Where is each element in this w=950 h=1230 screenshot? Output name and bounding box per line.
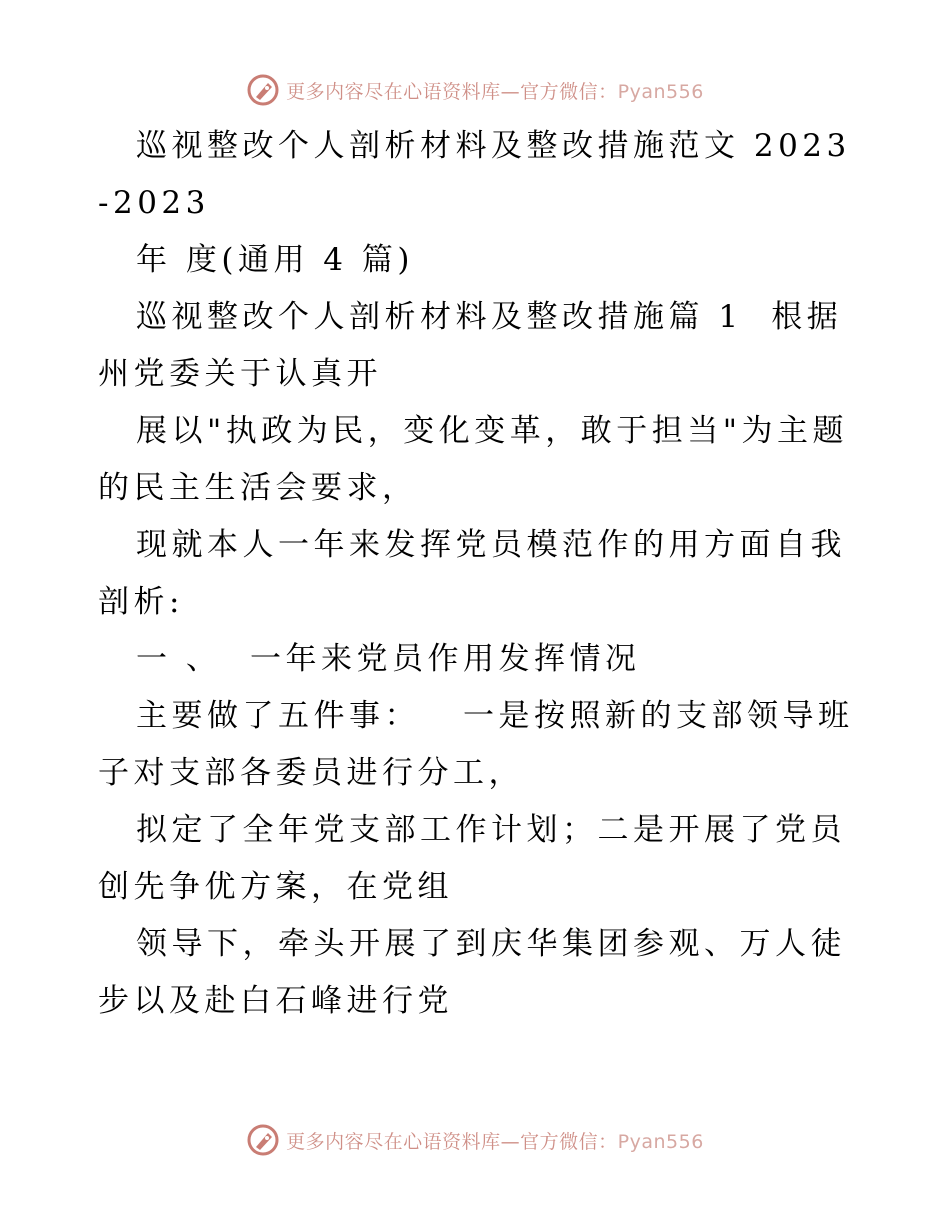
document-body — [98, 118, 858, 1030]
watermark-label: 更多内容尽在心语资料库—官方微信： — [286, 80, 618, 103]
pen-nib-seal-icon — [246, 1123, 280, 1157]
paragraph-subtitle: 年 度(通用 4 篇) — [136, 242, 414, 278]
section-heading: 一 、 一年来党员作用发挥情况 — [136, 641, 641, 677]
paragraph: 领导下，牵头开展了到庆华集团参观、万人徒步以及赴白石峰进行党 — [98, 926, 846, 1019]
paragraph: 主要做了五件事： 一是按照新的支部领导班子对支部各委员进行分工， — [98, 698, 854, 791]
header-watermark — [0, 70, 950, 110]
paragraph: 拟定了全年党支部工作计划；二是开展了党员创先争优方案，在党组 — [98, 812, 846, 905]
watermark-text — [286, 1127, 704, 1154]
watermark-label: 更多内容尽在心语资料库—官方微信： — [286, 1130, 618, 1153]
pen-nib-seal-icon — [246, 73, 280, 107]
watermark-text — [286, 77, 704, 104]
paragraph-title: 巡视整改个人剖析材料及整改措施范文 2023-2023 — [98, 128, 851, 221]
watermark-handle: Pyan556 — [617, 80, 704, 103]
paragraph: 展以"执政为民，变化变革，敢于担当"为主题的民主生活会要求， — [98, 413, 849, 506]
paragraph: 现就本人一年来发挥党员模范作的用方面自我剖析: — [98, 527, 846, 620]
paragraph: 巡视整改个人剖析材料及整改措施篇 1 根据州党委关于认真开 — [98, 299, 843, 392]
watermark-handle: Pyan556 — [617, 1130, 704, 1153]
footer-watermark — [0, 1120, 950, 1160]
